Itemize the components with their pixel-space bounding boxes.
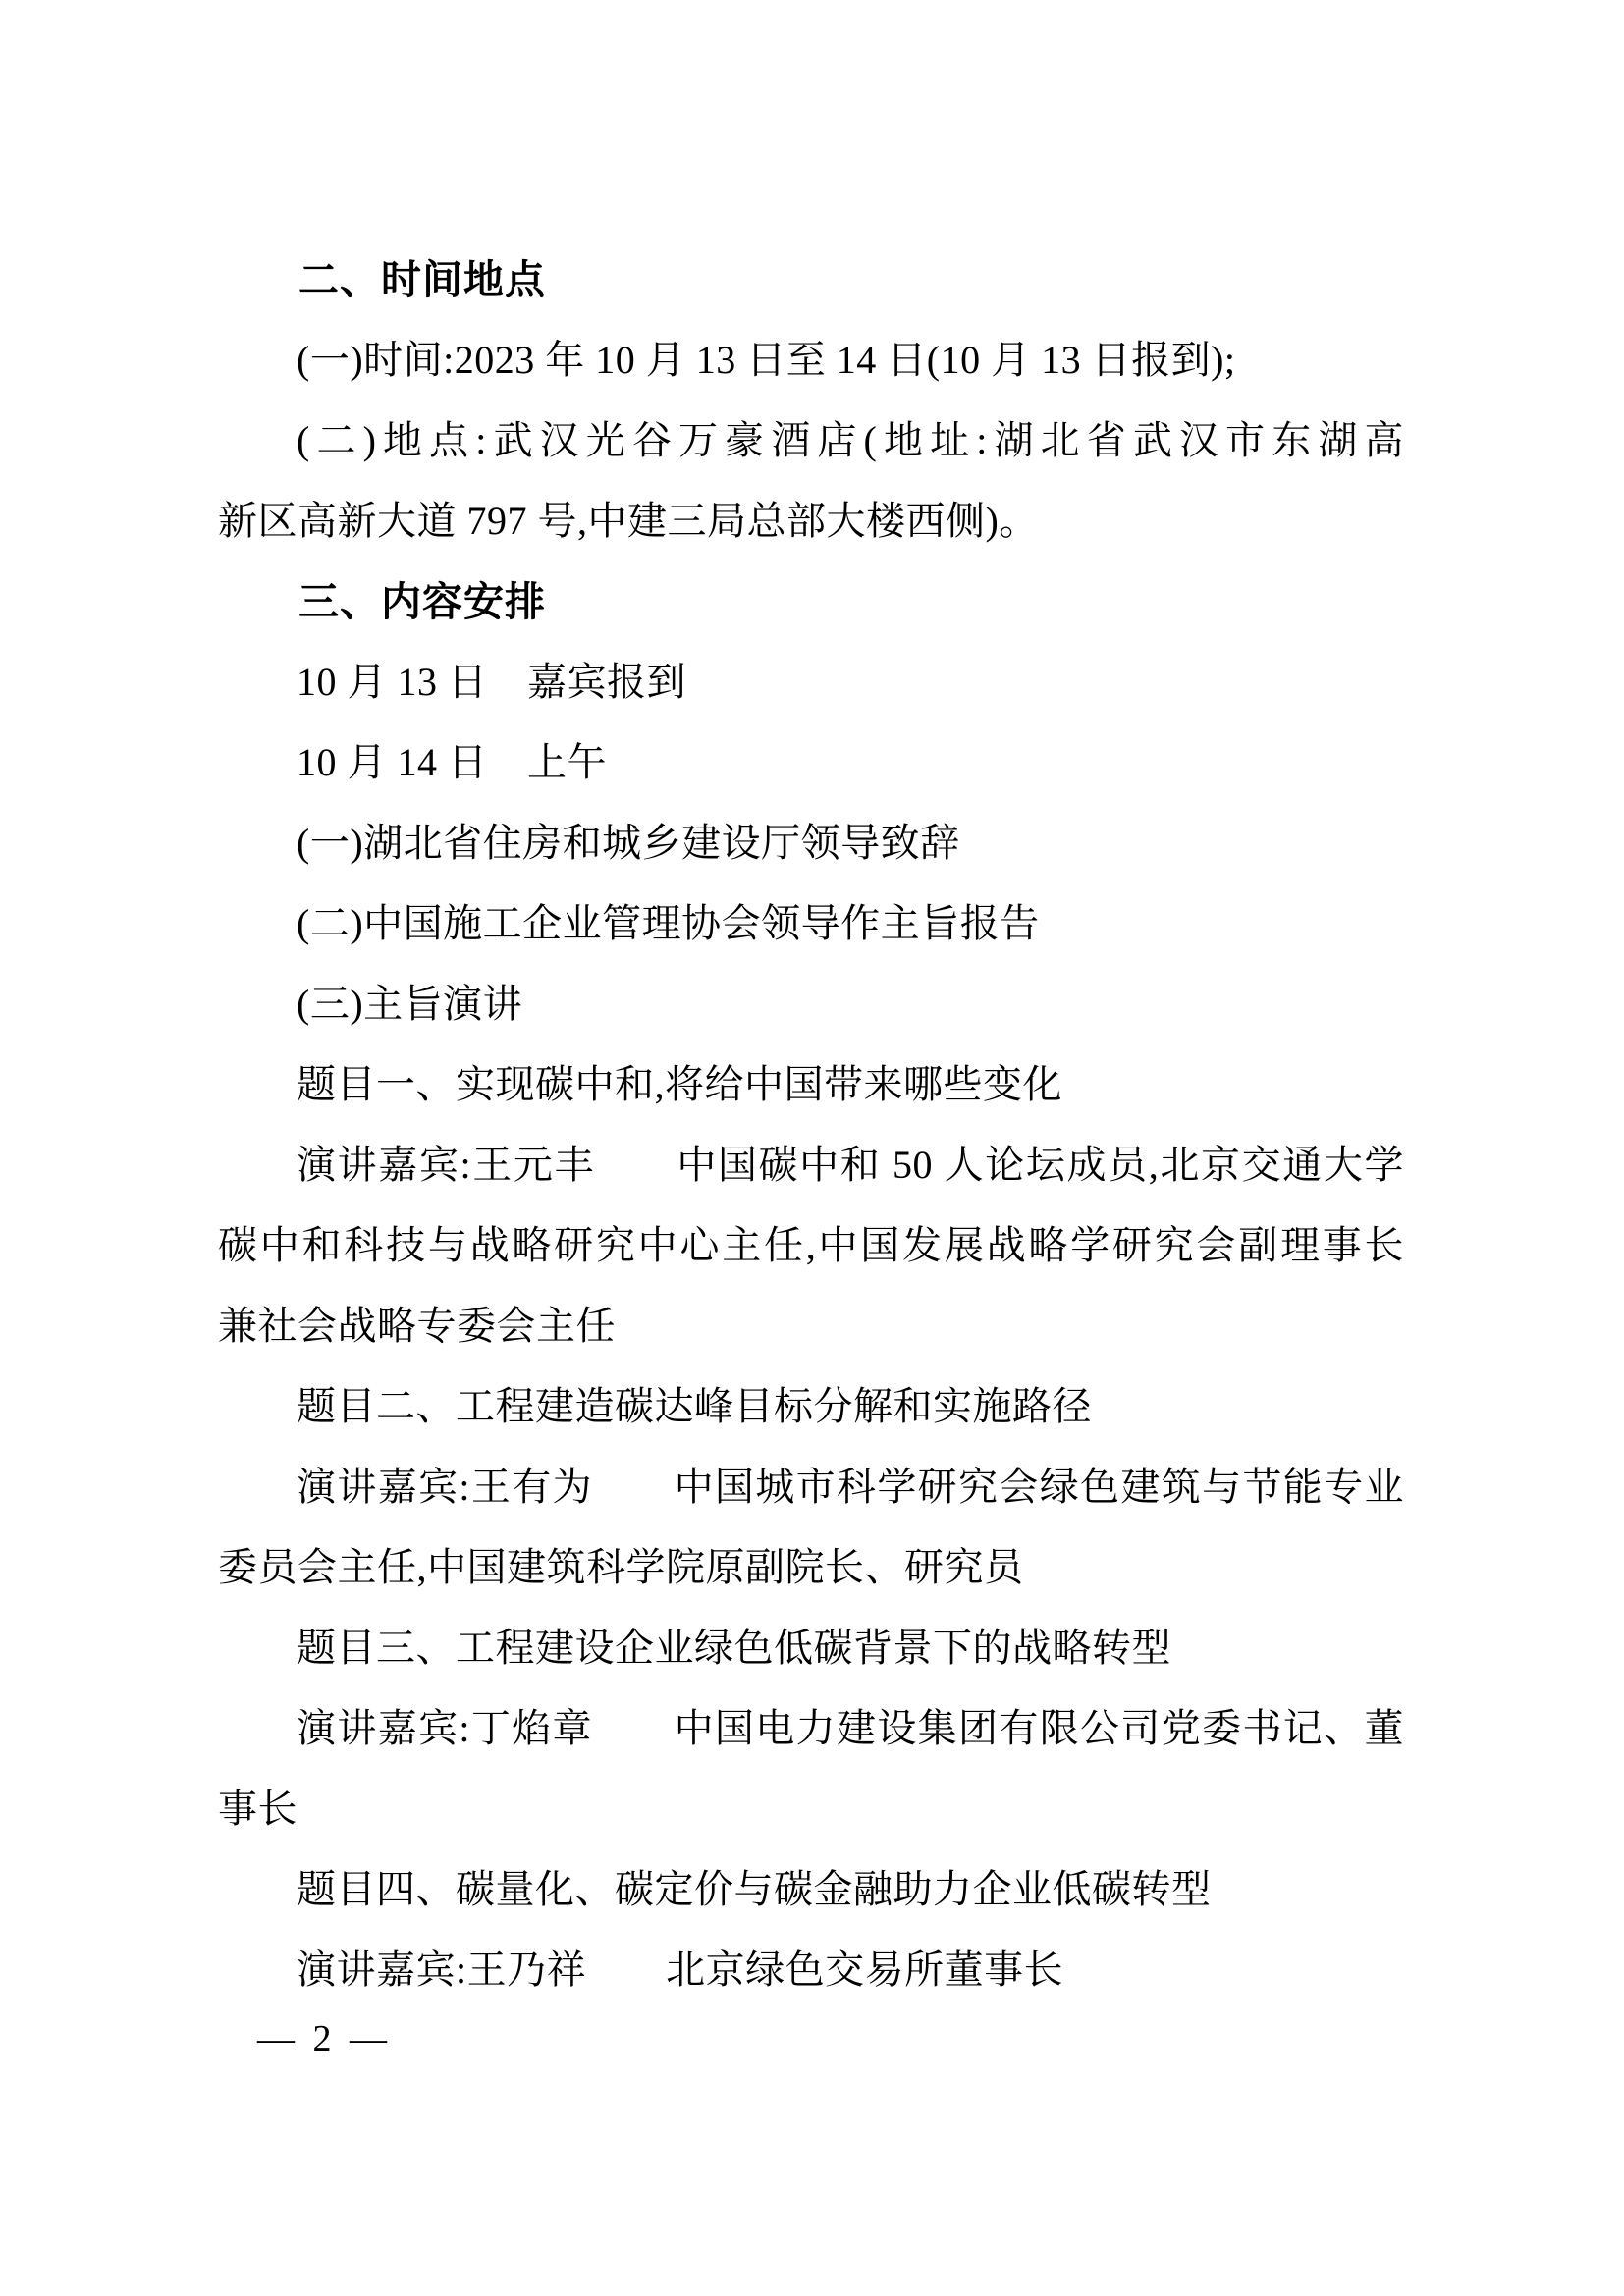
para-topic-1: 题目一、实现碳中和,将给中国带来哪些变化 xyxy=(297,1062,1062,1106)
para-item-3-keynote-speech: (三)主旨演讲 xyxy=(297,982,523,1026)
para-speaker-4: 演讲嘉宾:王乃祥 北京绿色交易所董事长 xyxy=(297,1948,1064,1992)
para-speaker-1-line-1: 演讲嘉宾:王元丰 中国碳中和 50 人论坛成员,北京交通大学 xyxy=(297,1143,1404,1187)
heading-time-and-venue: 二、时间地点 xyxy=(298,257,546,302)
para-topic-4: 题目四、碳量化、碳定价与碳金融助力企业低碳转型 xyxy=(297,1867,1212,1911)
page-number: — 2 — xyxy=(257,2018,387,2059)
para-speaker-2-line-2: 委员会主任,中国建筑科学院原副院长、研究员 xyxy=(218,1545,1024,1589)
para-speaker-2-line-1: 演讲嘉宾:王有为 中国城市科学研究会绿色建筑与节能专业 xyxy=(297,1465,1404,1509)
para-topic-3: 题目三、工程建设企业绿色低碳背景下的战略转型 xyxy=(297,1626,1171,1670)
para-venue-line-1: (二)地点:武汉光谷万豪酒店(地址:湖北省武汉市东湖高 xyxy=(297,418,1404,462)
para-speaker-1-line-3: 兼社会战略专委会主任 xyxy=(218,1304,616,1348)
para-speaker-1-line-2: 碳中和科技与战略研究中心主任,中国发展战略学研究会副理事长 xyxy=(218,1223,1404,1267)
para-item-1-hubei-dept-speech: (一)湖北省住房和城乡建设厅领导致辞 xyxy=(297,821,960,865)
para-oct-14-morning: 10 月 14 日 上午 xyxy=(297,740,607,784)
para-speaker-3-line-2: 事长 xyxy=(218,1787,298,1831)
heading-content-arrangement: 三、内容安排 xyxy=(298,579,546,624)
para-item-2-association-report: (二)中国施工企业管理协会领导作主旨报告 xyxy=(297,901,1040,945)
para-venue-line-2: 新区高新大道 797 号,中建三局总部大楼西侧)。 xyxy=(218,499,1039,543)
document-body xyxy=(218,240,1404,2010)
para-topic-2: 题目二、工程建造碳达峰目标分解和实施路径 xyxy=(297,1384,1092,1428)
para-oct-13-guest-checkin: 10 月 13 日 嘉宾报到 xyxy=(297,660,686,704)
para-time: (一)时间:2023 年 10 月 13 日至 14 日(10 月 13 日报到); xyxy=(297,338,1236,382)
para-speaker-3-line-1: 演讲嘉宾:丁焰章 中国电力建设集团有限公司党委书记、董 xyxy=(297,1706,1404,1750)
